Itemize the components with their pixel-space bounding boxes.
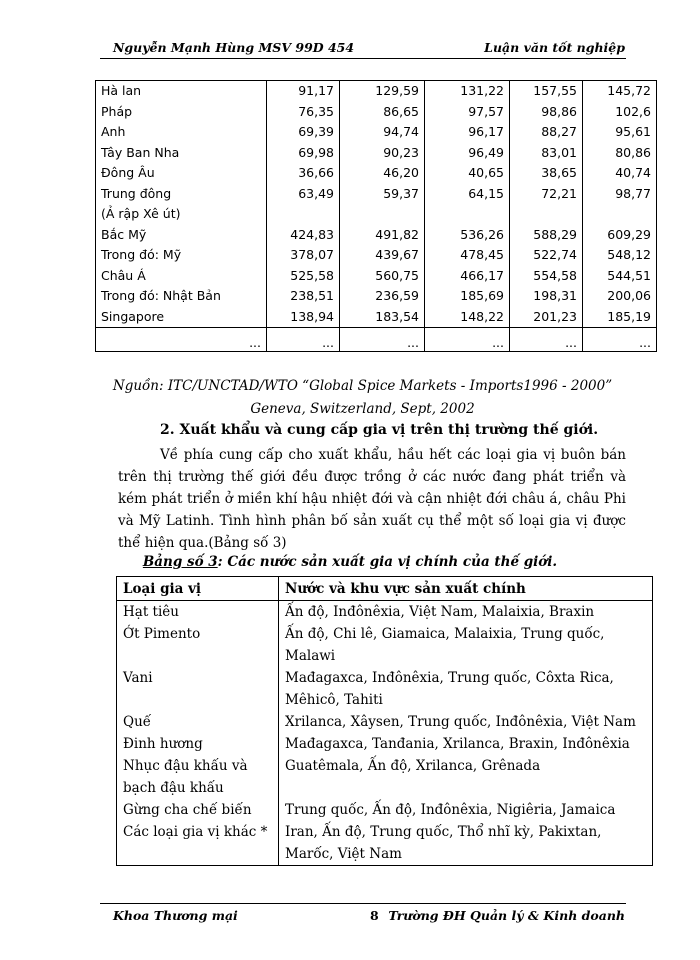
region-cell: Hà lan — [96, 81, 267, 102]
producer-countries — [285, 777, 646, 799]
value-cell: 46,20 — [340, 163, 425, 184]
table-row — [96, 122, 657, 143]
page-number: 8 — [370, 908, 379, 923]
ellipsis-row — [96, 327, 657, 351]
spice-name — [123, 843, 272, 865]
value-cell: 59,37 — [340, 184, 425, 205]
region-cell: Đông Âu — [96, 163, 267, 184]
value-cell: 102,6 — [583, 102, 657, 123]
value-cell: 185,69 — [425, 286, 510, 307]
value-cell: 69,98 — [267, 143, 340, 164]
section-heading: 2. Xuất khẩu và cung cấp gia vị trên thị trường thế giới. — [160, 422, 599, 438]
value-cell: 522,74 — [510, 245, 583, 266]
value-cell: 588,29 — [510, 225, 583, 246]
region-cell: Anh — [96, 122, 267, 143]
value-cell: 69,39 — [267, 122, 340, 143]
page-header — [113, 38, 625, 58]
value-cell: 88,27 — [510, 122, 583, 143]
producer-body-row — [117, 601, 653, 866]
value-cell: 200,06 — [583, 286, 657, 307]
value-cell: 466,17 — [425, 266, 510, 287]
value-cell: 157,55 — [510, 81, 583, 102]
value-cell: 96,17 — [425, 122, 510, 143]
producer-countries: Malawi — [285, 648, 336, 664]
value-cell: 96,49 — [425, 143, 510, 164]
value-cell: 80,86 — [583, 143, 657, 164]
value-cell: 439,67 — [340, 245, 425, 266]
spice-name: Nhục đậu khấu và — [123, 758, 248, 774]
value-cell: 36,66 — [267, 163, 340, 184]
value-cell: 185,19 — [583, 307, 657, 328]
table-row — [96, 245, 657, 266]
value-cell: 554,58 — [510, 266, 583, 287]
header-title: Luận văn tốt nghiệp — [484, 40, 625, 55]
ellipsis-cell: ... — [425, 327, 510, 351]
value-cell: 198,31 — [510, 286, 583, 307]
value-cell — [583, 204, 657, 225]
table-row — [96, 102, 657, 123]
spice-name — [123, 689, 272, 711]
country-column — [279, 601, 653, 866]
region-cell: (Ả rập Xê út) — [96, 204, 267, 225]
value-cell: 86,65 — [340, 102, 425, 123]
region-cell: Trong đó: Nhật Bản — [96, 286, 267, 307]
value-cell: 183,54 — [340, 307, 425, 328]
spice-name: Vani — [123, 670, 153, 686]
value-cell — [425, 204, 510, 225]
value-cell: 544,51 — [583, 266, 657, 287]
footer-faculty: Khoa Thương mại — [113, 908, 238, 923]
producer-countries: Guatêmala, Ấn độ, Xrilanca, Grênada — [285, 758, 541, 774]
value-cell: 98,77 — [583, 184, 657, 205]
value-cell: 609,29 — [583, 225, 657, 246]
table-row — [96, 204, 657, 225]
header-cell-spice: Loại gia vị — [117, 577, 279, 601]
producer-countries: Ấn độ, Chi lê, Giamaica, Malaixia, Trung quốc, — [285, 626, 605, 642]
source-line-2: Geneva, Switzerland, Sept, 2002 — [250, 401, 475, 417]
header-rule — [100, 58, 626, 59]
value-cell — [340, 204, 425, 225]
ellipsis-cell: ... — [340, 327, 425, 351]
table-caption — [0, 554, 700, 570]
value-cell: 98,86 — [510, 102, 583, 123]
value-cell: 201,23 — [510, 307, 583, 328]
value-cell: 129,59 — [340, 81, 425, 102]
producer-header-row — [117, 577, 653, 601]
value-cell: 64,15 — [425, 184, 510, 205]
footer-university: Trường ĐH Quản lý & Kinh doanh — [388, 908, 625, 923]
producer-countries: Marốc, Việt Nam — [285, 846, 402, 862]
value-cell: 238,51 — [267, 286, 340, 307]
import-table — [95, 80, 657, 352]
table-row — [96, 286, 657, 307]
ellipsis-cell: ... — [510, 327, 583, 351]
region-cell: Tây Ban Nha — [96, 143, 267, 164]
producer-countries: Mađagaxca, Inđônêxia, Trung quốc, Côxta Rica, — [285, 670, 614, 686]
spice-name: Hạt tiêu — [123, 604, 179, 620]
region-cell: Trong đó: Mỹ — [96, 245, 267, 266]
header-author: Nguyễn Mạnh Hùng MSV 99D 454 — [113, 40, 355, 55]
spice-column — [117, 601, 279, 866]
source-line-1: Nguồn: ITC/UNCTAD/WTO “Global Spice Markets - Imports1996 - 2000” — [112, 378, 613, 394]
value-cell: 548,12 — [583, 245, 657, 266]
spice-name: bạch đậu khấu — [123, 780, 224, 796]
value-cell: 131,22 — [425, 81, 510, 102]
body-paragraph: Về phía cung cấp cho xuất khẩu, hầu hết các loại gia vị buôn bán trên thị trường thế giới đều được trồng ở các nước đang phát triển và kém phát triển ở miền khí hậu nhiệt đới và cận nhiệt đới châu á, châu Phi và Mỹ Latinh. Tình hình phân bố sản xuất cụ thể một số loại gia vị được thể hiện qua.(Bảng số 3) — [118, 447, 626, 551]
ellipsis-cell: ... — [267, 327, 340, 351]
value-cell: 525,58 — [267, 266, 340, 287]
producer-countries: Trung quốc, Ấn độ, Inđônêxia, Nigiêria, Jamaica — [285, 802, 616, 818]
value-cell: 91,17 — [267, 81, 340, 102]
spice-name: Quế — [123, 714, 152, 730]
spice-name: Ớt Pimento — [123, 626, 201, 642]
producer-countries: Mêhicô, Tahiti — [285, 692, 383, 708]
region-cell: Singapore — [96, 307, 267, 328]
caption-label: Bảng số 3 — [142, 554, 218, 570]
region-cell: Trung đông — [96, 184, 267, 205]
value-cell: 536,26 — [425, 225, 510, 246]
table-row — [96, 225, 657, 246]
value-cell: 236,59 — [340, 286, 425, 307]
value-cell — [510, 204, 583, 225]
value-cell: 90,23 — [340, 143, 425, 164]
producer-countries: Ấn độ, Inđônêxia, Việt Nam, Malaixia, Braxin — [285, 604, 595, 620]
table-row — [96, 163, 657, 184]
value-cell: 378,07 — [267, 245, 340, 266]
spice-name: Đinh hương — [123, 736, 203, 752]
table-row — [96, 81, 657, 102]
spice-name: Các loại gia vị khác * — [123, 824, 268, 840]
value-cell: 95,61 — [583, 122, 657, 143]
producer-countries: Xrilanca, Xâysen, Trung quốc, Inđônêxia, Việt Nam — [285, 714, 636, 730]
value-cell: 424,83 — [267, 225, 340, 246]
value-cell: 145,72 — [583, 81, 657, 102]
region-cell: Châu Á — [96, 266, 267, 287]
table-row — [96, 266, 657, 287]
value-cell: 560,75 — [340, 266, 425, 287]
ellipsis-cell: ... — [583, 327, 657, 351]
table-row — [96, 307, 657, 328]
value-cell: 94,74 — [340, 122, 425, 143]
value-cell — [267, 204, 340, 225]
producer-table — [116, 576, 653, 866]
value-cell: 148,22 — [425, 307, 510, 328]
producer-countries: Mađagaxca, Tanđania, Xrilanca, Braxin, Inđônêxia — [285, 736, 630, 752]
value-cell: 72,21 — [510, 184, 583, 205]
value-cell: 40,74 — [583, 163, 657, 184]
header-cell-country: Nước và khu vực sản xuất chính — [279, 577, 653, 601]
value-cell: 83,01 — [510, 143, 583, 164]
region-cell: Bắc Mỹ — [96, 225, 267, 246]
value-cell: 63,49 — [267, 184, 340, 205]
region-cell: Pháp — [96, 102, 267, 123]
value-cell: 478,45 — [425, 245, 510, 266]
caption-text: : Các nước sản xuất gia vị chính của thế giới. — [217, 554, 558, 570]
footer-rule — [100, 903, 626, 904]
ellipsis-cell: ... — [96, 327, 267, 351]
value-cell: 138,94 — [267, 307, 340, 328]
value-cell: 97,57 — [425, 102, 510, 123]
value-cell: 491,82 — [340, 225, 425, 246]
value-cell: 38,65 — [510, 163, 583, 184]
producer-countries: Iran, Ấn độ, Trung quốc, Thổ nhĩ kỳ, Pakixtan, — [285, 824, 602, 840]
value-cell: 76,35 — [267, 102, 340, 123]
spice-name — [123, 645, 272, 667]
table-row — [96, 184, 657, 205]
value-cell: 40,65 — [425, 163, 510, 184]
spice-name: Gừng cha chế biến — [123, 802, 252, 818]
table-row — [96, 143, 657, 164]
